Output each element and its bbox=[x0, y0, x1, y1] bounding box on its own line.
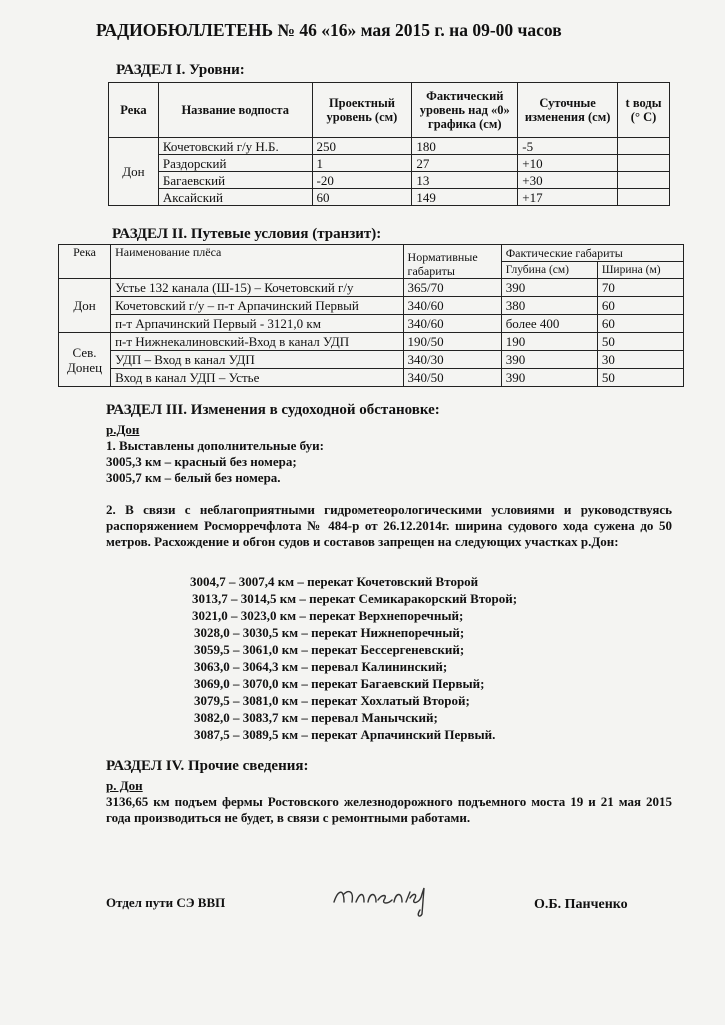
table-row bbox=[59, 279, 684, 297]
table-row bbox=[109, 155, 670, 172]
list-item: 3021,0 – 3023,0 км – перекат Верхнепоречный; bbox=[192, 608, 464, 623]
list-item: 3013,7 – 3014,5 км – перекат Семикаракорский Второй; bbox=[192, 591, 518, 606]
width-cell: 60 bbox=[597, 297, 683, 315]
river-cell: Дон bbox=[109, 138, 159, 206]
col-river: Река bbox=[59, 245, 111, 279]
list-item: 3004,7 – 3007,4 км – перекат Кочетовский Второй bbox=[190, 574, 479, 589]
table-row bbox=[59, 297, 684, 315]
section1-heading: РАЗДЕЛ I. Уровни: bbox=[116, 62, 245, 78]
section4-heading: РАЗДЕЛ IV. Прочие сведения: bbox=[106, 758, 309, 774]
stretch-cell: УДП – Вход в канал УДП bbox=[111, 351, 403, 369]
norm-cell: 190/50 bbox=[403, 333, 501, 351]
list-item: 3028,0 – 3030,5 км – перекат Нижнепоречный; bbox=[194, 625, 465, 640]
norm-cell: 340/60 bbox=[403, 315, 501, 333]
table-row bbox=[109, 189, 670, 206]
post-cell: Раздорский bbox=[158, 155, 312, 172]
col-depth: Глубина (см) bbox=[501, 262, 597, 279]
levels-header-row bbox=[109, 83, 670, 138]
design-cell: 250 bbox=[312, 138, 412, 155]
temp-cell bbox=[618, 138, 670, 155]
depth-cell: 190 bbox=[501, 333, 597, 351]
temp-cell bbox=[618, 172, 670, 189]
table-row bbox=[59, 351, 684, 369]
actual-cell: 180 bbox=[412, 138, 518, 155]
width-cell: 30 bbox=[597, 351, 683, 369]
bulletin-title: РАДИОБЮЛЛЕТЕНЬ № 46 «16» мая 2015 г. на 09-00 часов bbox=[96, 20, 562, 40]
depth-cell: 390 bbox=[501, 351, 597, 369]
list-item: 3087,5 – 3089,5 км – перекат Арпачинский Первый. bbox=[194, 727, 496, 742]
width-cell: 60 bbox=[597, 315, 683, 333]
depth-cell: 380 bbox=[501, 297, 597, 315]
table-row bbox=[109, 172, 670, 189]
restricted-ranges-list bbox=[190, 573, 517, 743]
item2-text: 2. В связи с неблагоприятными гидрометеорологическими условиями и руководствуясь распоряжением Росморречфлота № 484-р от 26.12.2014г. ширина судового хода сужена до 50 метров. Расхождение и обгон судов и составов запрещен на следующих участках р.Дон: bbox=[106, 502, 672, 549]
col-daily-change: Суточные изменения (см) bbox=[518, 83, 618, 138]
col-width: Ширина (м) bbox=[597, 262, 683, 279]
list-item: 3079,5 – 3081,0 км – перекат Хохлатый Второй; bbox=[194, 693, 470, 708]
width-cell: 50 bbox=[597, 369, 683, 387]
stretch-cell: п-т Нижнекалиновский-Вход в канал УДП bbox=[111, 333, 403, 351]
transit-header-row bbox=[59, 245, 684, 262]
department-label: Отдел пути СЭ ВВП bbox=[106, 895, 226, 910]
col-normative: Нормативные габариты bbox=[403, 245, 501, 279]
section2-heading: РАЗДЕЛ II. Путевые условия (транзит): bbox=[112, 226, 382, 242]
actual-cell: 27 bbox=[412, 155, 518, 172]
col-actual-dimensions: Фактические габариты bbox=[501, 245, 683, 262]
change-cell: +30 bbox=[518, 172, 618, 189]
list-item: 3082,0 – 3083,7 км – перевал Манычский; bbox=[194, 710, 438, 725]
section4-river-label: р. Дон bbox=[106, 778, 143, 793]
section3-heading: РАЗДЕЛ III. Изменения в судоходной обстановке: bbox=[106, 402, 440, 418]
change-cell: -5 bbox=[518, 138, 618, 155]
stretch-cell: Кочетовский г/у – п-т Арпачинский Первый bbox=[111, 297, 403, 315]
depth-cell: 390 bbox=[501, 369, 597, 387]
section4-text: 3136,65 км подъем фермы Ростовского железнодорожного подъемного моста 19 и 21 мая 2015 года производиться не будет, в связи с ремонтными работами. bbox=[106, 794, 672, 825]
buoy-line: 3005,7 км – белый без номера. bbox=[106, 470, 281, 485]
col-design-level: Проектный уровень (см) bbox=[312, 83, 412, 138]
norm-cell: 340/50 bbox=[403, 369, 501, 387]
change-cell: +17 bbox=[518, 189, 618, 206]
design-cell: 60 bbox=[312, 189, 412, 206]
table-row bbox=[59, 369, 684, 387]
norm-cell: 340/30 bbox=[403, 351, 501, 369]
section3-river-label: р.Дон bbox=[106, 422, 140, 437]
signatory-name: О.Б. Панченко bbox=[534, 897, 628, 912]
stretch-cell: п-т Арпачинский Первый - 3121,0 км bbox=[111, 315, 403, 333]
river-cell: Дон bbox=[59, 279, 111, 333]
design-cell: -20 bbox=[312, 172, 412, 189]
col-river: Река bbox=[109, 83, 159, 138]
transit-table bbox=[58, 244, 684, 387]
table-row bbox=[59, 333, 684, 351]
width-cell: 70 bbox=[597, 279, 683, 297]
temp-cell bbox=[618, 155, 670, 172]
temp-cell bbox=[618, 189, 670, 206]
post-cell: Аксайский bbox=[158, 189, 312, 206]
table-row bbox=[109, 138, 670, 155]
stretch-cell: Устье 132 канала (Ш-15) – Кочетовский г/у bbox=[111, 279, 403, 297]
depth-cell: 390 bbox=[501, 279, 597, 297]
width-cell: 50 bbox=[597, 333, 683, 351]
depth-cell: более 400 bbox=[501, 315, 597, 333]
list-item: 3063,0 – 3064,3 км – перевал Калининский; bbox=[194, 659, 448, 674]
col-water-temp: t воды (° С) bbox=[618, 83, 670, 138]
item1-title: 1. Выставлены дополнительные буи: bbox=[106, 438, 324, 453]
table-row bbox=[59, 315, 684, 333]
signature-image bbox=[330, 880, 450, 920]
col-stretch: Наименование плёса bbox=[111, 245, 403, 279]
buoy-line: 3005,3 км – красный без номера; bbox=[106, 454, 297, 469]
river-cell: Сев. Донец bbox=[59, 333, 111, 387]
list-item: 3059,5 – 3061,0 км – перекат Бессергеневский; bbox=[194, 642, 465, 657]
norm-cell: 365/70 bbox=[403, 279, 501, 297]
stretch-cell: Вход в канал УДП – Устье bbox=[111, 369, 403, 387]
actual-cell: 13 bbox=[412, 172, 518, 189]
list-item: 3069,0 – 3070,0 км – перекат Багаевский Первый; bbox=[194, 676, 485, 691]
col-post-name: Название водпоста bbox=[158, 83, 312, 138]
col-actual-level: Фактический уровень над «0» графика (см) bbox=[412, 83, 518, 138]
post-cell: Багаевский bbox=[158, 172, 312, 189]
norm-cell: 340/60 bbox=[403, 297, 501, 315]
design-cell: 1 bbox=[312, 155, 412, 172]
actual-cell: 149 bbox=[412, 189, 518, 206]
post-cell: Кочетовский г/у Н.Б. bbox=[158, 138, 312, 155]
levels-table bbox=[108, 82, 670, 206]
change-cell: +10 bbox=[518, 155, 618, 172]
